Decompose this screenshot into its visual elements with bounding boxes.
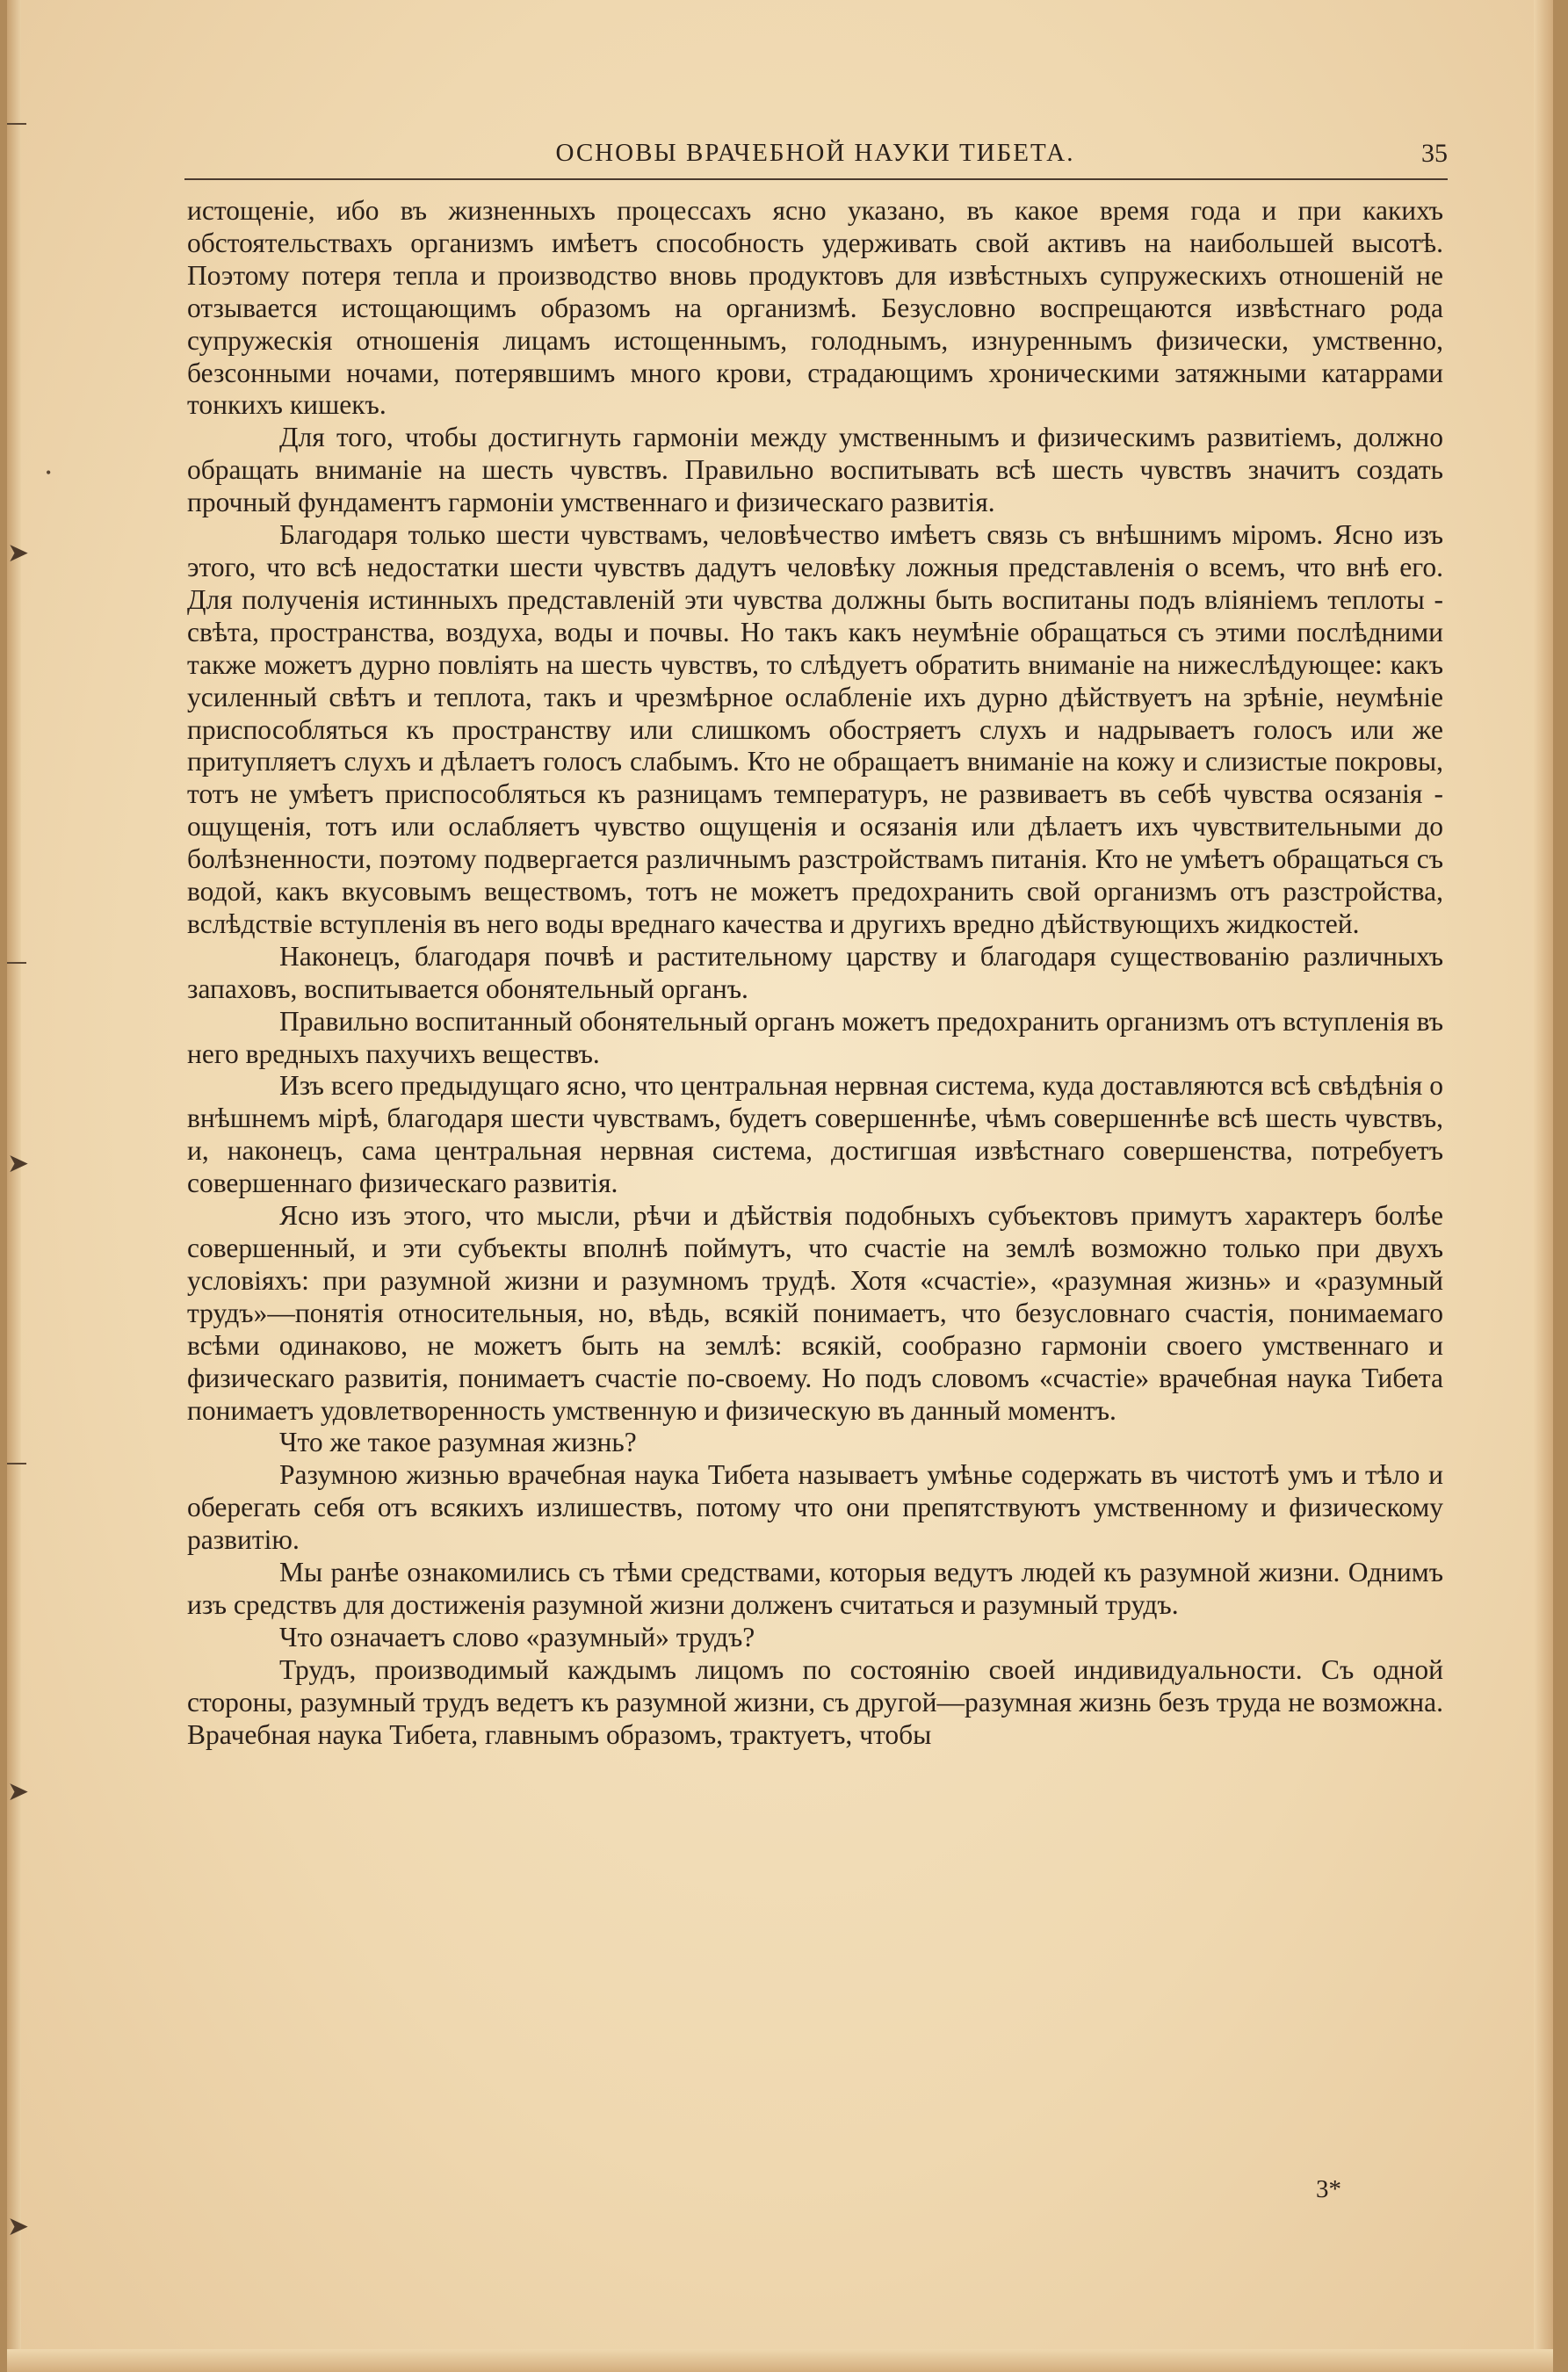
body-text <box>187 195 1443 1752</box>
page-left-edge <box>7 0 21 2372</box>
paragraph-8: Что же такое разумная жизнь? <box>279 1427 637 1458</box>
binding-arrow-icon: ➤ <box>7 1149 30 1178</box>
dot-icon: • <box>46 464 52 481</box>
binding-arrow-icon: ➤ <box>7 539 30 568</box>
running-head <box>183 139 1448 174</box>
paragraph-11: Что означаетъ слово «разумный» трудъ? <box>279 1621 755 1652</box>
running-head-title: ОСНОВЫ ВРАЧЕБНОЙ НАУКИ ТИБЕТА. <box>555 139 1075 167</box>
paragraph-9: Разумною жизнью врачебная наука Тибета называетъ умѣнье содержать въ чистотѣ умъ и тѣло и оберегать себя отъ всякихъ излишествъ, потому что они препятствуютъ умственному и физическому развитію. <box>187 1459 1443 1556</box>
paragraph-2: Для того, чтобы достигнуть гармоніи между умственнымъ и физическимъ развитіемъ, должно обращать вниманіе на шесть чувствъ. Правильно воспитывать всѣ шесть чувствъ значитъ создать прочный фундаментъ гармоніи умственнаго и физическаго развитія. <box>187 422 1443 518</box>
paragraph-12: Трудъ, производимый каждымъ лицомъ по состоянію своей индивидуальности. Съ одной стороны, разумный трудъ ведетъ къ разумной жизни, съ другой—разумная жизнь безъ труда не возможна. Врачебная наука Тибета, главнымъ образомъ, трактуетъ, чтобы <box>187 1653 1443 1750</box>
paragraph-7: Ясно изъ этого, что мысли, рѣчи и дѣйствія подобныхъ субъектовъ примутъ характеръ болѣе совершенный, и эти субъекты вполнѣ поймутъ, что счастіе на землѣ возможно только при двухъ условіяхъ: при разумной жизни и разумномъ трудѣ. Хотя «счастіе», «разумная жизнь» и «разумный трудъ»—понятія относительныя, но, вѣдь, всякій понимаетъ, что безусловнаго счастія, понимаемаго всѣми одинаково, не можетъ быть на землѣ: всякій, сообразно гармоніи своего умственнаго и физическаго развитія, понимаетъ счастіе по-своему. Но подъ словомъ «счастіе» врачебная наука Тибета понимаетъ удовлетворенность умственную и физическую въ данный моментъ. <box>187 1200 1443 1426</box>
paragraph-4: Наконецъ, благодаря почвѣ и растительному царству и благодаря существованію различныхъ запаховъ, воспитывается обонятельный органъ. <box>187 940 1443 1004</box>
signature-mark: 3* <box>1316 2175 1341 2203</box>
book-page <box>7 0 1553 2372</box>
page-number: 35 <box>1421 139 1448 168</box>
page-bottom-edge <box>7 2349 1553 2372</box>
binding-mark <box>7 123 26 125</box>
page-right-edge <box>1534 0 1553 2372</box>
paragraph-5: Правильно воспитанный обонятельный органъ можетъ предохранить организмъ отъ вступленія въ него вредныхъ пахучихъ веществъ. <box>187 1005 1443 1069</box>
paragraph-3: Благодаря только шести чувствамъ, человѣчество имѣетъ связь съ внѣшнимъ міромъ. Ясно изъ этого, что всѣ недостатки шести чувствъ дадутъ человѣку ложныя представленія о всемъ, что внѣ его. Для полученія истинныхъ представленій эти чувства должны быть воспитаны подъ вліяніемъ теплоты - свѣта, пространства, воздуха, воды и почвы. Но такъ какъ неумѣніе обращаться съ этими послѣдними также можетъ дурно повліять на шесть чувствъ, то слѣдуетъ обратить вниманіе на нижеслѣдующее: какъ усиленный свѣтъ и теплота, такъ и чрезмѣрное ослабленіе ихъ дурно дѣйствуетъ на зрѣніе, неумѣніе приспособляться къ пространству или слишкомъ обостряетъ слухъ и надрываетъ голосъ или же притупляетъ слухъ и дѣлаетъ голосъ слабымъ. Кто не обращаетъ вниманіе на кожу и слизистые покровы, тотъ не умѣетъ приспособляться къ разницамъ температуръ, не развиваетъ въ себѣ чувства осязанія - ощущенія, тотъ или ослабляетъ чувство ощущенія и осязанія или дѣлаетъ ихъ чувствительными до болѣзненности, поэтому подвергается различнымъ разстройствамъ питанія. Кто не умѣетъ обращаться съ водой, какъ вкусовымъ веществомъ, тотъ не можетъ предохранить свой организмъ отъ разстройства, вслѣдствіе вступленія въ него воды вреднаго качества и другихъ вредно дѣйствующихъ жидкостей. <box>187 519 1443 939</box>
binding-arrow-icon: ➤ <box>7 2212 30 2241</box>
header-rule <box>184 178 1448 180</box>
paragraph-6: Изъ всего предыдущаго ясно, что центральная нервная система, куда доставляются всѣ свѣдѣнія о внѣшнемъ мірѣ, благодаря шести чувствамъ, будетъ совершеннѣе, чѣмъ совершеннѣе всѣ шесть чувствъ, и, наконецъ, сама центральная нервная система, достигшая извѣстнаго совершенства, потребуетъ совершеннаго физическаго развитія. <box>187 1070 1443 1199</box>
paragraph-10: Мы ранѣе ознакомились съ тѣми средствами, которыя ведутъ людей къ разумной жизни. Однимъ изъ средствъ для достиженія разумной жизни долженъ считаться и разумный трудъ. <box>187 1557 1443 1620</box>
paragraph-1: истощеніе, ибо въ жизненныхъ процессахъ ясно указано, въ какое время года и при какихъ обстоятельствахъ организмъ имѣетъ способность удерживать свой активъ на наибольшей высотѣ. Поэтому потеря тепла и производство вновь продуктовъ для извѣстныхъ супружескихъ отношеній не отзывается истощающимъ образомъ на организмѣ. Безусловно воспрещаются извѣстнаго рода супружескія отношенія лицамъ истощеннымъ, голоднымъ, изнуреннымъ физически, умственно, безсонными ночами, потерявшимъ много крови, страдающимъ хроническими затяжными катаррами тонкихъ кишекъ. <box>187 195 1443 421</box>
binding-arrow-icon: ➤ <box>7 1777 30 1806</box>
binding-mark <box>7 1463 26 1464</box>
binding-mark <box>7 962 26 964</box>
